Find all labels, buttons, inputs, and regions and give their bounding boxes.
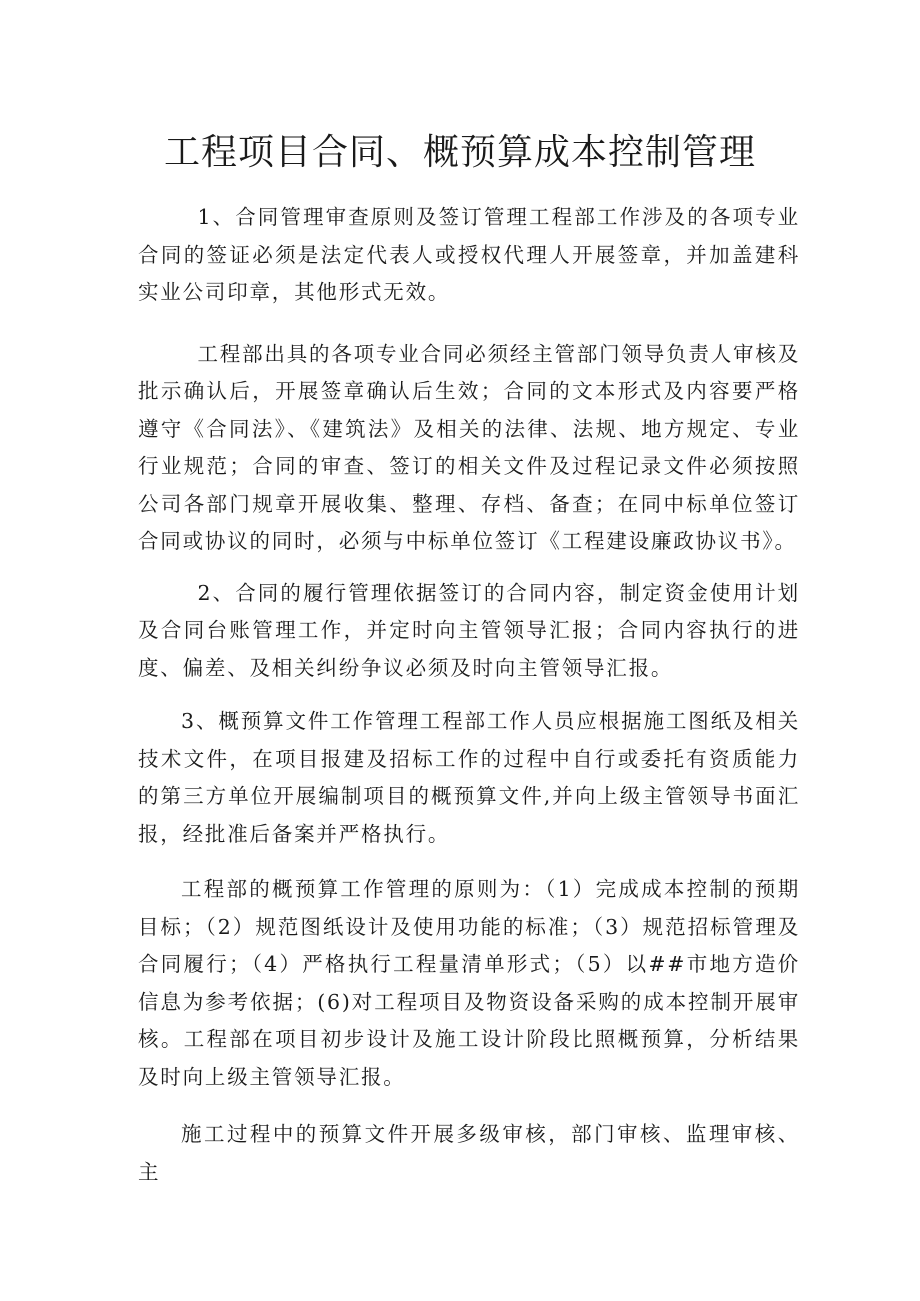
paragraph-4: 3、概预算文件工作管理工程部工作人员应根据施工图纸及相关技术文件，在项目报建及招标工作的过程中自行或委托有资质能力的第三方单位开展编制项目的概预算文件,并向上级主管领导书面汇报，经批准后备案并严格执行。 [138,709,800,846]
page-title: 工程项目合同、概预算成本控制管理 [163,132,756,173]
paragraph-5: 工程部的概预算工作管理的原则为：（1）完成成本控制的预期目标；（2）规范图纸设计及使用功能的标准；（3）规范招标管理及合同履行；（4）严格执行工程量清单形式；（5）以##市地方造价信息为参考依据；(6)对工程项目及物资设备采购的成本控制开展审核。工程部在项目初步设计及施工设计阶段比照概预算，分析结果及时向上级主管领导汇报。 [138,877,800,1089]
document-body [138,199,800,1205]
paragraph-1: 1、合同管理审查原则及签订管理工程部工作涉及的各项专业合同的签证必须是法定代表人或授权代理人开展签章，并加盖建科实业公司印章，其他形式无效。 [138,205,800,304]
paragraph-3: 2、合同的履行管理依据签订的合同内容，制定资金使用计划及合同台账管理工作，并定时向主管领导汇报；合同内容执行的进度、偏差、及相关纠纷争议必须及时向主管领导汇报。 [138,580,800,680]
paragraph-6: 施工过程中的预算文件开展多级审核，部门审核、监理审核、主 [138,1122,800,1184]
paragraph-2: 工程部出具的各项专业合同必须经主管部门领导负责人审核及批示确认后，开展签章确认后生效；合同的文本形式及内容要严格遵守《合同法》、《建筑法》及相关的法律、法规、地方规定、专业行业规范；合同的审查、签订的相关文件及过程记录文件必须按照公司各部门规章开展收集、整理、存档、备查；在同中标单位签订合同或协议的同时，必须与中标单位签订《工程建设廉政协议书》。 [138,341,800,553]
